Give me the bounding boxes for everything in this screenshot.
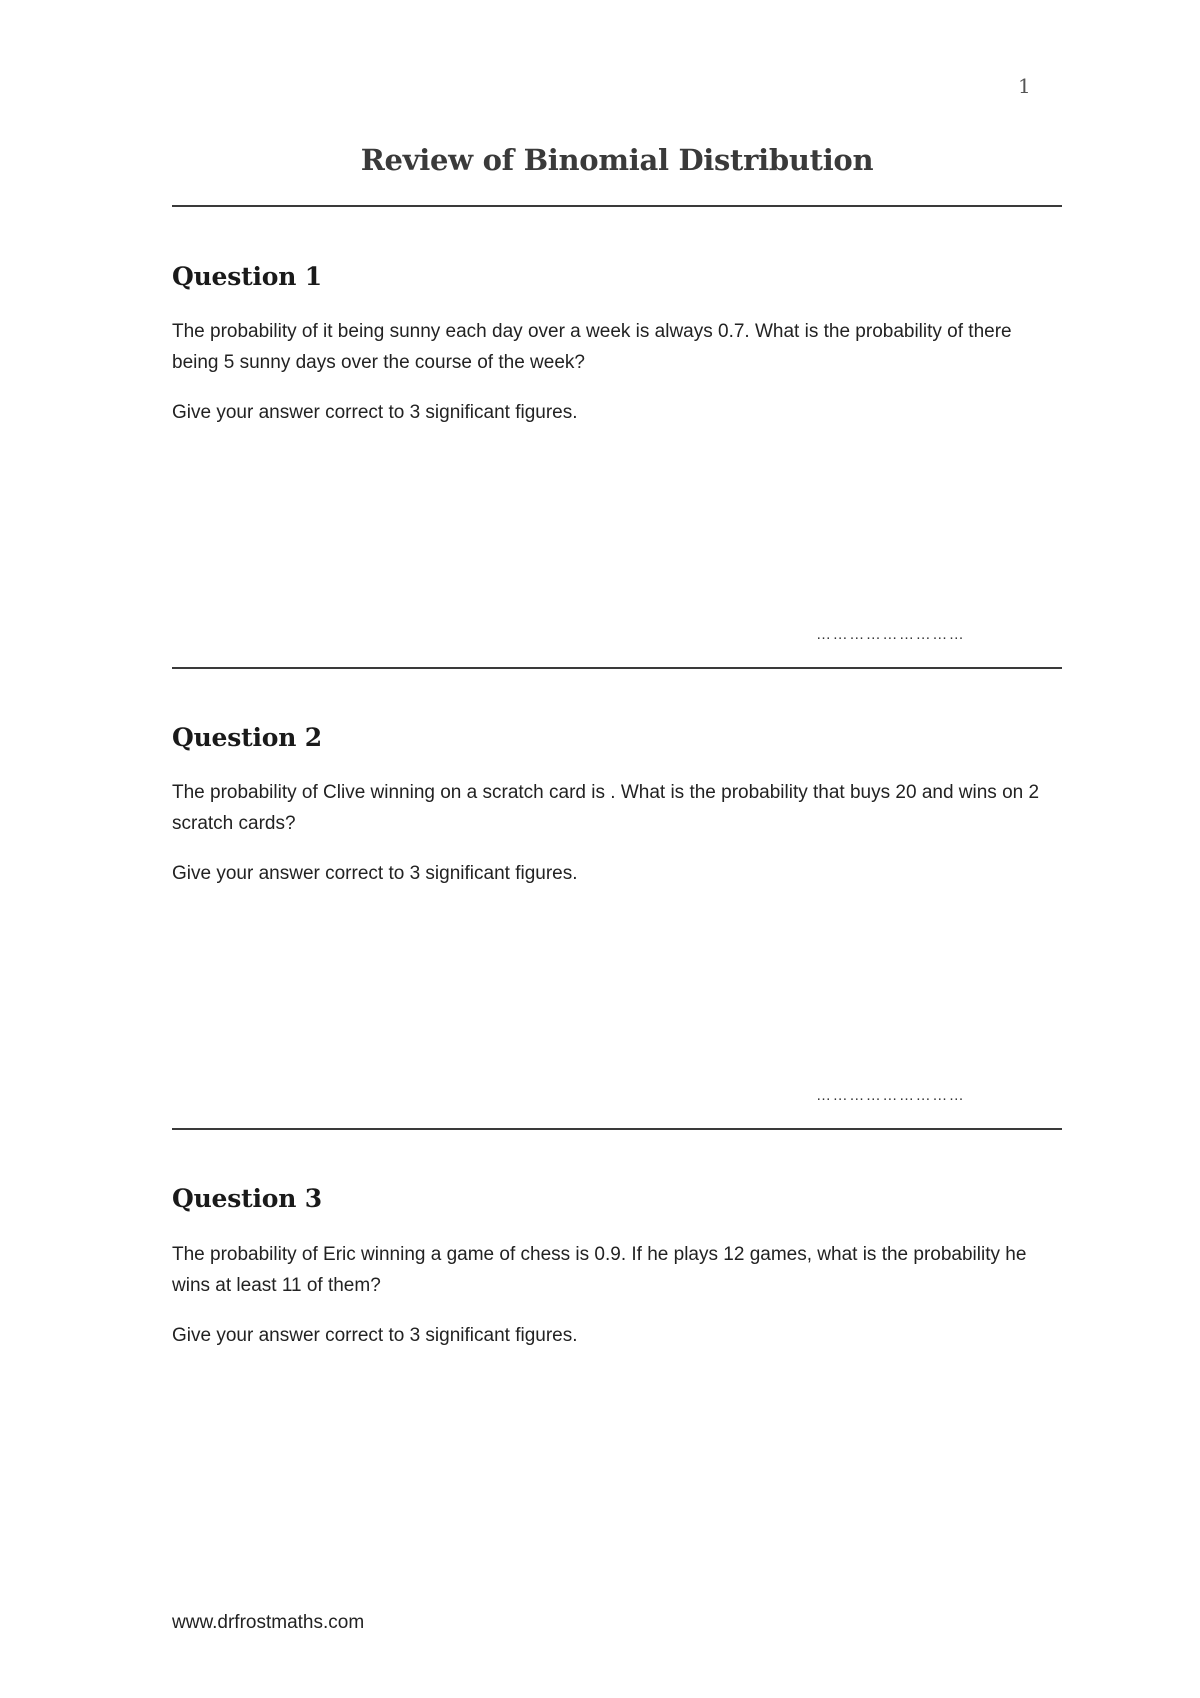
question-2-divider [172, 1128, 1062, 1130]
question-3-heading: Question 3 [172, 1184, 322, 1213]
question-3-instruction: Give your answer correct to 3 significant figures. [172, 1325, 578, 1346]
question-3-text: The probability of Eric winning a game of chess is 0.9. If he plays 12 games, what is the probability he wins at least 11 of them? [172, 1244, 1027, 1296]
page-title: Review of Binomial Distribution [360, 143, 874, 177]
question-1-divider [172, 667, 1062, 669]
question-1-instruction: Give your answer correct to 3 significant figures. [172, 402, 578, 423]
question-1-text: The probability of it being sunny each day over a week is always 0.7. What is the probability of there being 5 sunny days over the course of the week? [172, 321, 1012, 373]
question-2-heading: Question 2 [172, 723, 322, 752]
question-2-instruction: Give your answer correct to 3 significant figures. [172, 863, 578, 884]
question-2-text: The probability of Clive winning on a scratch card is . What is the probability that buys 20 and wins on 2 scratch cards? [172, 782, 1040, 834]
question-2-answer-line[interactable]: ……………………… [816, 1087, 966, 1104]
page-number: 1 [1018, 74, 1031, 98]
title-divider [172, 205, 1062, 207]
footer-url[interactable]: www.drfrostmaths.com [172, 1612, 365, 1633]
question-1-heading: Question 1 [172, 262, 322, 291]
question-1-answer-line[interactable]: ……………………… [816, 626, 966, 643]
